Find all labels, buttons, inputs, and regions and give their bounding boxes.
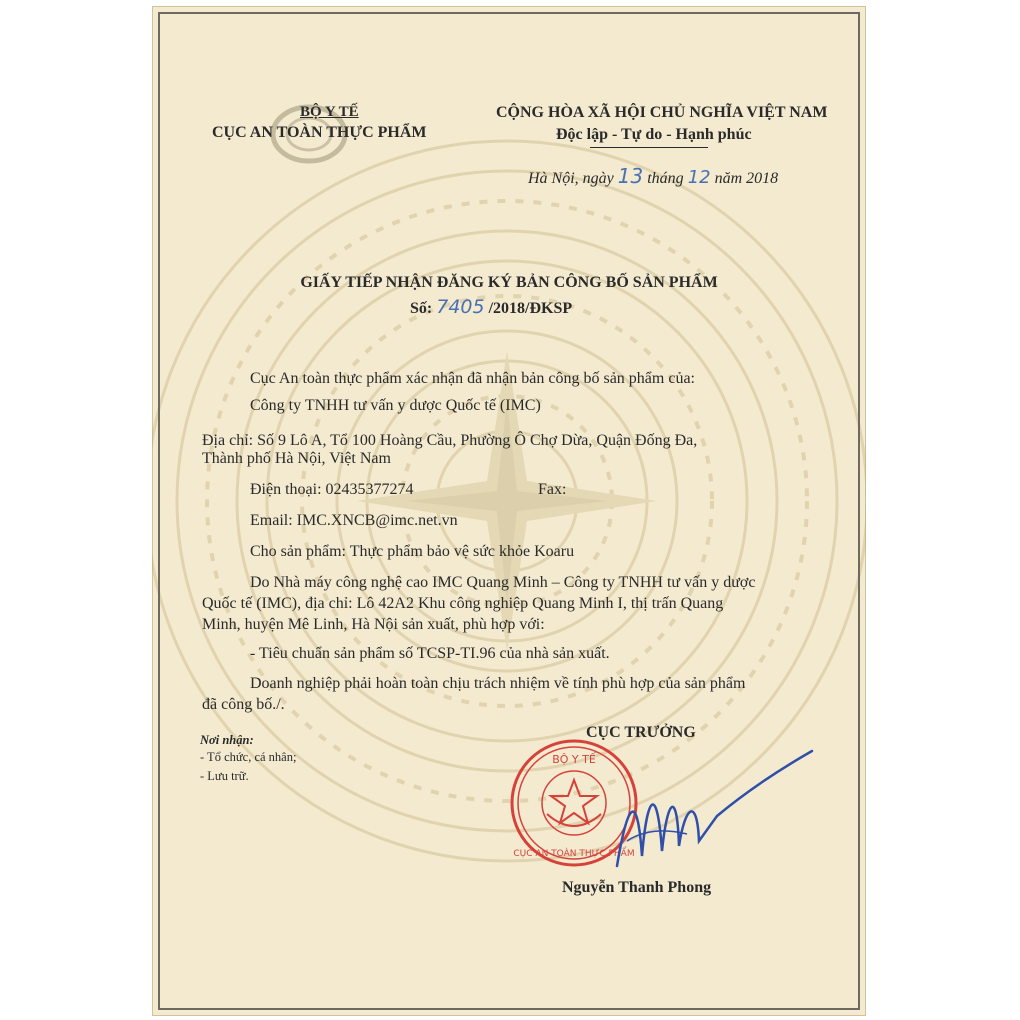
manufacturer-line-3: Minh, huyện Mê Linh, Hà Nội sản xuất, phù hợp với: (202, 616, 545, 633)
standard-item: - Tiêu chuẩn sản phẩm số TCSP-TI.96 của nhà sản xuất. (250, 645, 610, 662)
republic-name: CỘNG HÒA XÃ HỘI CHỦ NGHĨA VIỆT NAM (496, 104, 828, 121)
recipient-item: - Lưu trữ. (200, 769, 249, 783)
phone-text: Điện thoại: 02435377274 (250, 481, 414, 498)
manufacturer-line-2: Quốc tế (IMC), địa chỉ: Lô 42A2 Khu công nghiệp Quang Minh I, thị trấn Quang (202, 595, 724, 612)
email-text: Email: IMC.XNCB@imc.net.vn (250, 512, 458, 529)
svg-text:BỘ Y TẾ: BỘ Y TẾ (552, 753, 596, 766)
recipients-title: Nơi nhận: (200, 733, 254, 747)
motto-underline (590, 147, 708, 148)
manufacturer-line-1: Do Nhà máy công nghệ cao IMC Quang Minh – Công ty TNHH tư vấn y dược (250, 574, 756, 591)
ministry-name: BỘ Y TẾ (300, 104, 359, 120)
issue-date (528, 164, 778, 188)
number-prefix: Số: (410, 300, 433, 317)
svg-text:CỤC AN TOÀN THỰC PHẨM: CỤC AN TOÀN THỰC PHẨM (513, 849, 635, 859)
fax-text: Fax: (538, 481, 567, 498)
responsibility-line-2: đã công bố./. (202, 696, 285, 713)
date-month: 12 (687, 167, 711, 188)
signer-role: CỤC TRƯỞNG (586, 724, 696, 741)
number-handwritten: 7405 (436, 296, 485, 318)
date-prefix: Hà Nội, ngày (528, 170, 614, 187)
department-name: CỤC AN TOÀN THỰC PHẨM (212, 124, 427, 141)
date-month-label: tháng (647, 170, 684, 187)
product-text: Cho sản phẩm: Thực phẩm bảo vệ sức khỏe Koaru (250, 543, 575, 560)
signer-name: Nguyễn Thanh Phong (562, 879, 712, 896)
responsibility-line-1: Doanh nghiệp phải hoàn toàn chịu trách nhiệm về tính phù hợp của sản phẩm (250, 675, 746, 692)
date-day: 13 (617, 164, 644, 188)
company-name: Công ty TNHH tư vấn y dược Quốc tế (IMC) (250, 397, 541, 414)
document-title: GIẤY TIẾP NHẬN ĐĂNG KÝ BẢN CÔNG BỐ SẢN PHẨM (300, 274, 718, 291)
number-suffix: /2018/ĐKSP (488, 300, 573, 317)
handwritten-signature (607, 746, 817, 886)
national-motto: Độc lập - Tự do - Hạnh phúc (556, 126, 752, 143)
address-line-1: Địa chỉ: Số 9 Lô A, Tổ 100 Hoàng Cầu, Phường Ô Chợ Dừa, Quận Đống Đa, (202, 432, 698, 449)
date-year: năm 2018 (714, 170, 779, 187)
intro-text: Cục An toàn thực phẩm xác nhận đã nhận bản công bố sản phẩm của: (250, 370, 695, 387)
address-line-2: Thành phố Hà Nội, Việt Nam (202, 450, 391, 467)
document-number (410, 296, 572, 318)
recipient-item: - Tổ chức, cá nhân; (200, 750, 297, 764)
certificate-page (152, 6, 866, 1016)
